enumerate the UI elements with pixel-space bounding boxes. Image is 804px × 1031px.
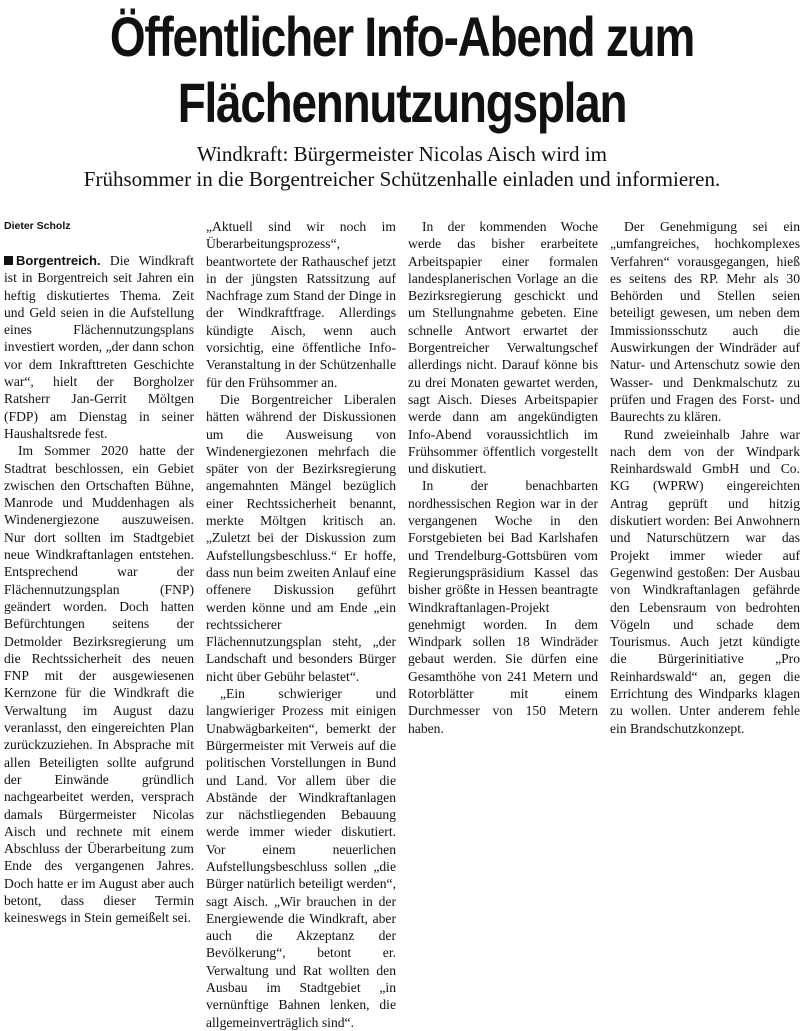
author-byline: Dieter Scholz xyxy=(4,220,71,232)
paragraph xyxy=(4,252,194,442)
subtitle-line-2: Frühsommer in die Borgentreicher Schützenhalle einladen und informieren. xyxy=(83,167,721,191)
dateline: Borgentreich. xyxy=(16,253,101,268)
column-4 xyxy=(610,218,800,906)
paragraph-text: Die Windkraft ist in Borgentreich seit Jahren ein heftig diskutiertes Thema. Zeit und Geld seien in die Aufstellung eines Flächennutzungsplans investiert worden, „der dann schon vor dem Inkrafttreten Geschichte war“, hielt der Borgholzer Ratsherr Jan-Gerrit Möltgen (FDP) am Dienstag in seiner Haushaltsrede fest. xyxy=(4,253,194,441)
paragraph: Die Borgentreicher Liberalen hätten während der Diskussionen um die Ausweisung von Windenergiezonen mehrfach die später von der Bezirksregierung angemahnten Mängel bezüglich einer Rechtssicherheit benannt, merkte Möltgen kritisch an. „Zuletzt bei der Diskussion zum Aufstellungsbeschluss.“ Er hoffe, dass nun beim zweiten Anlauf eine offenere Diskussion geführt werden könne und am Ende „ein rechtssicherer Flächennutzungsplan steht, „der Landschaft und besonders Bürger nicht über Gebühr belastet“. xyxy=(206,391,396,684)
column-3 xyxy=(408,218,598,906)
article-body xyxy=(0,218,804,1030)
column-2 xyxy=(206,218,396,1030)
headline-line-1: Öffentlicher Info-Abend zum xyxy=(109,5,695,68)
newspaper-article xyxy=(0,4,804,1030)
headline-line-2: Flächennutzungsplan xyxy=(177,71,627,134)
paragraph: Im Sommer 2020 hatte der Stadtrat beschlossen, ein Gebiet zwischen den Ortschaften Bühne, Manrode und Muddenhagen als Windenergiezone auszuweisen. Nur dort sollten im Stadtgebiet neue Windkraftanlagen entstehen. Entsprechend war der Flächennutzungsplan (FNP) geändert worden. Doch hatten Befürchtungen seitens der Detmolder Bezirksregierung um die Rechtssicherheit des neuen FNP mit der ausgewiesenen Kernzone für die Windkraft die Verwaltung im August dazu veranlasst, den eingereichten Plan zurückzuziehen. In Absprache mit allen Beteiligten sollte aufgrund der Einwände gründlich nachgearbeitet werden, versprach damals Bürgermeister Nicolas Aisch und rechnete mit einem Abschluss der Überarbeitung zum Ende des vergangenen Jahres. Doch hatte er im August aber auch betont, dass dieser Termin keineswegs in Stein gemeißelt sei. xyxy=(4,443,194,926)
column-1 xyxy=(4,218,194,926)
square-bullet-icon xyxy=(4,256,13,265)
paragraph: In der kommenden Woche werde das bisher erarbeitete Arbeitspapier einer formalen landesplanerischen Vorlage an die Bezirksregierung geschickt und um Stellungnahme gebeten. Eine schnelle Antwort erwartet der Borgentreicher Verwaltungschef allerdings nicht. Darauf könne bis zu drei Monaten gewartet werden, sagt Aisch. Dieses Arbeitspapier werde dann am angekündigten Info-Abend voraussichtlich im Frühsommer öffentlich vorgestellt und diskutiert. xyxy=(408,219,598,477)
subtitle xyxy=(0,142,804,192)
paragraph: „Ein schwieriger und langwieriger Prozess mit einigen Unabwägbarkeiten“, bemerkt der Bürgermeister mit Verweis auf die politischen Vorstellungen in Bund und Land. Vor allem über die Abstände der Windkraftanlagen zur nächstliegenden Bebauung werde immer wieder diskutiert. Vor einem neuerlichen Aufstellungsbeschluss sollen „die Bürger natürlich beteiligt werden“, sagt Aisch. „Wir brauchen in der Energiewende die Windkraft, aber auch die Akzeptanz der Bevölkerung“, betont er. Verwaltung und Rat wollten den Ausbau im Stadtgebiet „in vernünftige Bahnen lenken, die allgemeinverträglich sind“. xyxy=(206,686,396,1030)
paragraph: Der Genehmigung sei ein „umfangreiches, hochkomplexes Verfahren“ vorausgegangen, hieß es seitens des RP. Mehr als 30 Behörden und Stellen seien beteiligt gewesen, um neben dem Immissionsschutz auch die Auswirkungen der Windräder auf Natur- und Artenschutz sowie den Wasser- und Denkmalschutz zu prüfen und Fragen des Forst- und Baurechts zu klären. xyxy=(610,219,800,425)
paragraph: In der benachbarten nordhessischen Region war in der vergangenen Woche in den Forstgebieten bei Bad Karlshafen und Trendelburg-Gottsbüren vom Regierungspräsidium Kassel das bisher größte in Hessen beantragte Windkraftanlagen-Projekt genehmigt worden. In dem Windpark sollen 18 Windräder gebaut werden. Sie dürfen eine Gesamthöhe von 241 Metern und Rotorblätter mit einem Durchmesser von 150 Metern haben. xyxy=(408,478,598,736)
subtitle-line-1: Windkraft: Bürgermeister Nicolas Aisch wird im xyxy=(197,142,607,166)
paragraph: „Aktuell sind wir noch im Überarbeitungsprozess“, beantwortete der Rathauschef jetzt in der jüngsten Ratssitzung auf Nachfrage zum Stand der Dinge in der Windkraftfrage. Allerdings kündigte Aisch, wenn auch vorsichtig, eine öffentliche Info-Veranstaltung in der Schützenhalle für den Frühsommer an. xyxy=(206,219,396,390)
paragraph: Rund zweieinhalb Jahre war nach dem von der Windpark Reinhardswald GmbH und Co. KG (WPRW) eingereichten Antrag geprüft und hitzig diskutiert worden: Bei Anwohnern und Naturschützern war das Projekt immer wieder auf Gegenwind gestoßen: Der Ausbau von Windkraftanlagen gefährde den Lebensraum von bedrohten Vögeln und schade dem Tourismus. Auch jetzt kündigte die Bürgerinitiative „Pro Reinhardswald“ an, gegen die Errichtung des Windparks klagen zu wollen. Unter anderem fehle ein Brandschutzkonzept. xyxy=(610,426,800,736)
headline xyxy=(72,4,731,136)
